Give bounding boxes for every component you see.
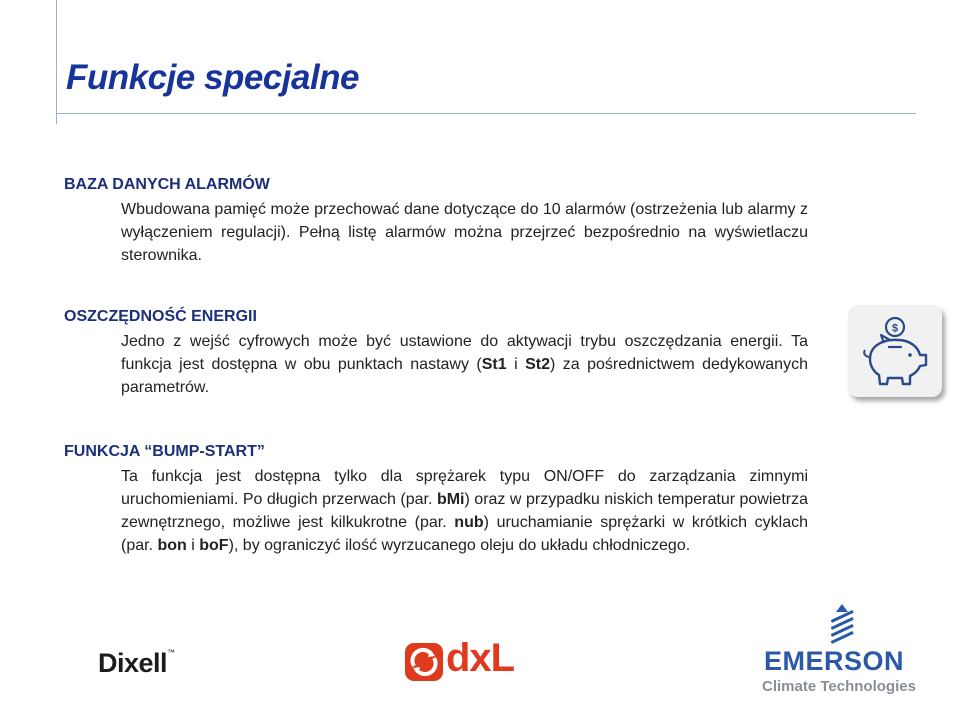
section-body bbox=[121, 330, 808, 399]
section-energy-saving bbox=[64, 306, 808, 399]
dxl-emblem-icon bbox=[404, 642, 444, 682]
param-nub: nub bbox=[454, 514, 484, 531]
param-bon: bon bbox=[157, 537, 187, 554]
section-bump-start bbox=[64, 441, 808, 557]
emerson-emblem-icon bbox=[822, 602, 862, 646]
section-heading: BAZA DANYCH ALARMÓW bbox=[64, 176, 270, 193]
emerson-logo-text: EMERSON bbox=[764, 646, 905, 676]
param-bmi: bMi bbox=[436, 491, 465, 508]
dixell-logo bbox=[98, 648, 175, 679]
text-fragment: ) oraz w przypadku niskich temperatur powietrza zewnętrznego, możliwe jest kilkukrotne (par. bbox=[121, 491, 809, 531]
dxl-logo-text: dxL bbox=[446, 636, 515, 680]
dixell-logo-text: Dixell bbox=[98, 648, 168, 678]
text-fragment: Jedno z wejść cyfrowych może być ustawione do aktywacji trybu oszczędzania energii. Ta funkcja jest dostępna w obu punktach nastawy ( bbox=[121, 333, 808, 373]
section-body bbox=[121, 465, 808, 557]
decorative-vertical-line bbox=[56, 0, 57, 124]
param-st2: St2 bbox=[525, 356, 550, 373]
param-bof: boF bbox=[199, 537, 229, 554]
section-body: Wbudowana pamięć może przechować dane dotyczące do 10 alarmów (ostrzeżenia lub alarmy z wyłączeniem regulacji). Pełną listę alarmów można przejrzeć bezpośrednio na wyświetlaczu sterownika. bbox=[121, 201, 808, 264]
section-heading: OSZCZĘDNOŚĆ ENERGII bbox=[64, 308, 257, 325]
trademark-symbol: ™ bbox=[167, 648, 175, 657]
page-title: Funkcje specjalne bbox=[66, 58, 360, 97]
text-fragment: ), by ograniczyć ilość wyrzucanego oleju do układu chłodniczego. bbox=[228, 537, 691, 554]
text-fragment: i bbox=[186, 537, 200, 554]
svg-text:$: $ bbox=[891, 322, 899, 335]
section-heading: FUNKCJA “BUMP-START” bbox=[64, 443, 265, 460]
dxl-logo bbox=[404, 636, 534, 684]
text-fragment: Ta funkcja jest dostępna tylko dla sprężarek typu ON/OFF do zarządzania zimnymi uruchomieniami. Po długich przerwach (par. bbox=[121, 468, 808, 508]
param-st1: St1 bbox=[481, 356, 507, 373]
emerson-tagline: Climate Technologies bbox=[762, 678, 916, 695]
text-fragment: ) za pośrednictwem dedykowanych parametrów. bbox=[121, 356, 808, 396]
piggy-bank-icon bbox=[848, 305, 942, 397]
text-fragment: ) uruchamianie sprężarki w krótkich cyklach (par. bbox=[121, 514, 809, 554]
text-fragment: i bbox=[506, 356, 526, 373]
title-underline bbox=[56, 113, 916, 114]
emerson-logo bbox=[762, 600, 922, 700]
section-alarm-database bbox=[64, 174, 808, 267]
